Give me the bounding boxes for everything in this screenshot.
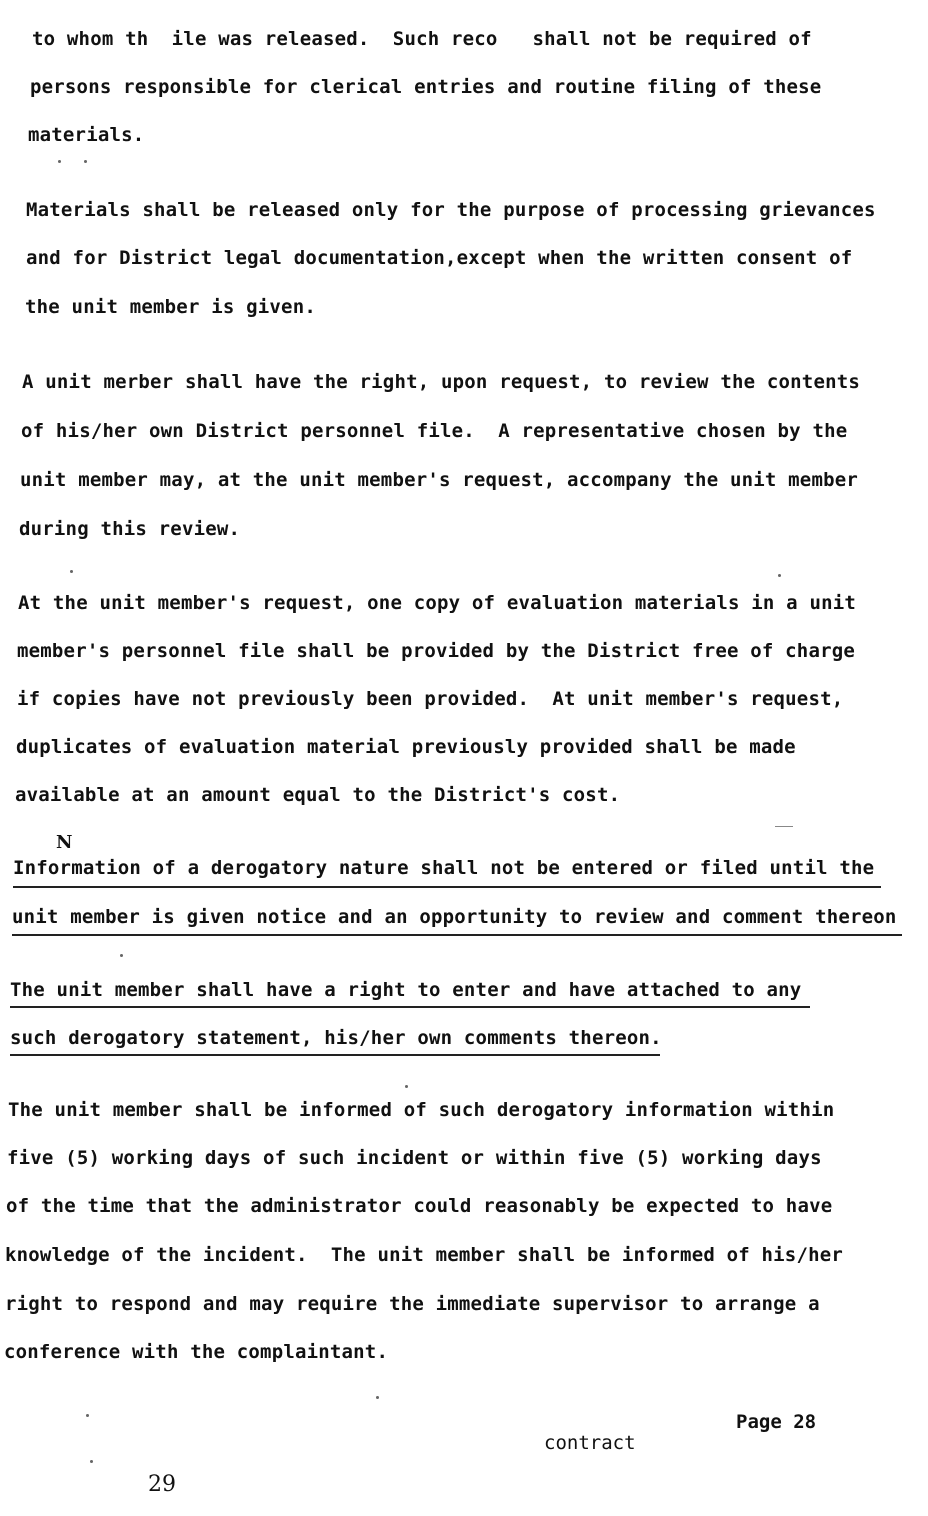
text-line: and for District legal documentation,except when the written consent of <box>26 247 853 269</box>
text-line: during this review. <box>19 518 241 540</box>
scan-speck <box>120 954 123 957</box>
document-label: contract <box>544 1432 636 1454</box>
text-line: member's personnel file shall be provided by the District free of charge <box>17 640 856 662</box>
text-line: duplicates of evaluation material previously provided shall be made <box>16 736 796 758</box>
underline-rule <box>10 1006 810 1008</box>
text-line: conference with the complaintant. <box>4 1341 389 1363</box>
text-line: if copies have not previously been provided. At unit member's request, <box>17 688 844 710</box>
text-line: A unit merber shall have the right, upon request, to review the contents <box>22 371 861 393</box>
scan-speck <box>778 574 781 577</box>
scan-speck <box>58 160 61 163</box>
text-line: materials. <box>28 124 145 146</box>
text-line: of the time that the administrator could reasonably be expected to have <box>6 1195 833 1217</box>
text-line: unit member may, at the unit member's request, accompany the unit member <box>20 469 859 491</box>
scan-speck <box>86 1414 89 1417</box>
text-line: the unit member is given. <box>25 296 316 318</box>
underlined-text-line: The unit member shall have a right to enter and have attached to any <box>10 979 802 1001</box>
scan-speck <box>70 570 73 573</box>
underline-rule <box>12 934 902 936</box>
text-line: At the unit member's request, one copy of evaluation materials in a unit <box>18 592 857 614</box>
text-line: The unit member shall be informed of such derogatory information within <box>8 1099 835 1121</box>
underlined-text-line: such derogatory statement, his/her own comments thereon. <box>10 1027 662 1049</box>
scan-speck <box>90 1460 93 1463</box>
underline-rule <box>10 1054 660 1056</box>
text-line: persons responsible for clerical entries and routine filing of these <box>30 76 822 98</box>
text-line: knowledge of the incident. The unit member shall be informed of his/her <box>5 1244 844 1266</box>
text-line: of his/her own District personnel file. A representative chosen by the <box>21 420 848 442</box>
scan-speck <box>405 1085 408 1088</box>
margin-mark: N <box>56 832 73 853</box>
text-line: to whom th ile was released. Such reco shall not be required of <box>32 28 812 50</box>
text-line: Materials shall be released only for the purpose of processing grievances <box>26 199 876 221</box>
margin-tick <box>775 826 793 827</box>
scan-speck <box>376 1396 379 1399</box>
page-number-label: Page 28 <box>736 1411 817 1433</box>
text-line: right to respond and may require the immediate supervisor to arrange a <box>5 1293 820 1315</box>
underline-rule <box>13 886 881 888</box>
stamped-page-number: 29 <box>148 1472 176 1497</box>
underlined-text-line: unit member is given notice and an opportunity to review and comment thereon <box>12 906 897 928</box>
scan-speck <box>84 160 87 163</box>
text-line: available at an amount equal to the District's cost. <box>15 784 621 806</box>
underlined-text-line: Information of a derogatory nature shall not be entered or filed until the <box>13 857 875 879</box>
text-line: five (5) working days of such incident or within five (5) working days <box>7 1147 822 1169</box>
